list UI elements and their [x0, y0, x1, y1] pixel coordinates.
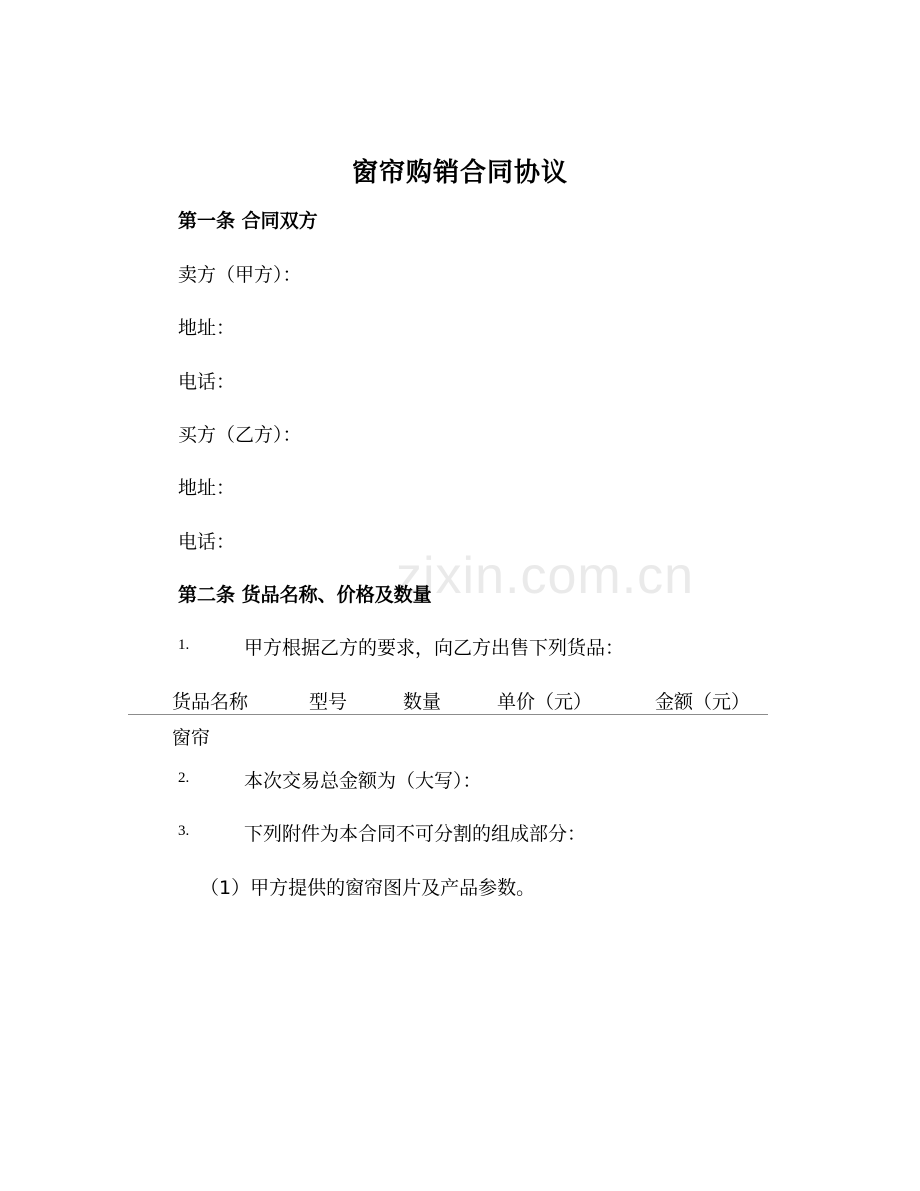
table-cell: 窗帘	[172, 727, 211, 749]
buyer-address-label: 地址：	[178, 477, 236, 499]
document-title: 窗帘购销合同协议	[351, 158, 568, 188]
seller-phone-label: 电话：	[178, 371, 236, 393]
item-text: 本次交易总金额为（大写）：	[244, 770, 482, 792]
item-number: 2.	[178, 770, 190, 786]
table-header-cell: 数量	[403, 691, 442, 713]
article2-heading: 第二条 货品名称、价格及数量	[178, 584, 432, 606]
watermark: zixin.com.cn	[396, 547, 695, 605]
table-divider	[128, 714, 768, 715]
item-number: 3.	[178, 823, 190, 839]
table-header-cell: 单价（元）	[497, 691, 593, 713]
item-number: 1.	[178, 637, 190, 653]
table-header-cell: 金额（元）	[655, 691, 751, 713]
annex-item: （1）甲方提供的窗帘图片及产品参数。	[200, 877, 536, 899]
seller-label: 卖方（甲方）：	[178, 264, 302, 286]
item-text: 下列附件为本合同不可分割的组成部分：	[244, 823, 587, 845]
seller-address-label: 地址：	[178, 317, 236, 339]
buyer-phone-label: 电话：	[178, 531, 236, 553]
table-header-cell: 型号	[309, 691, 348, 713]
buyer-label: 买方（乙方）：	[178, 424, 302, 446]
item-text: 甲方根据乙方的要求，向乙方出售下列货品：	[244, 637, 625, 659]
article1-heading: 第一条 合同双方	[178, 210, 318, 232]
table-header-cell: 货品名称	[172, 691, 249, 713]
